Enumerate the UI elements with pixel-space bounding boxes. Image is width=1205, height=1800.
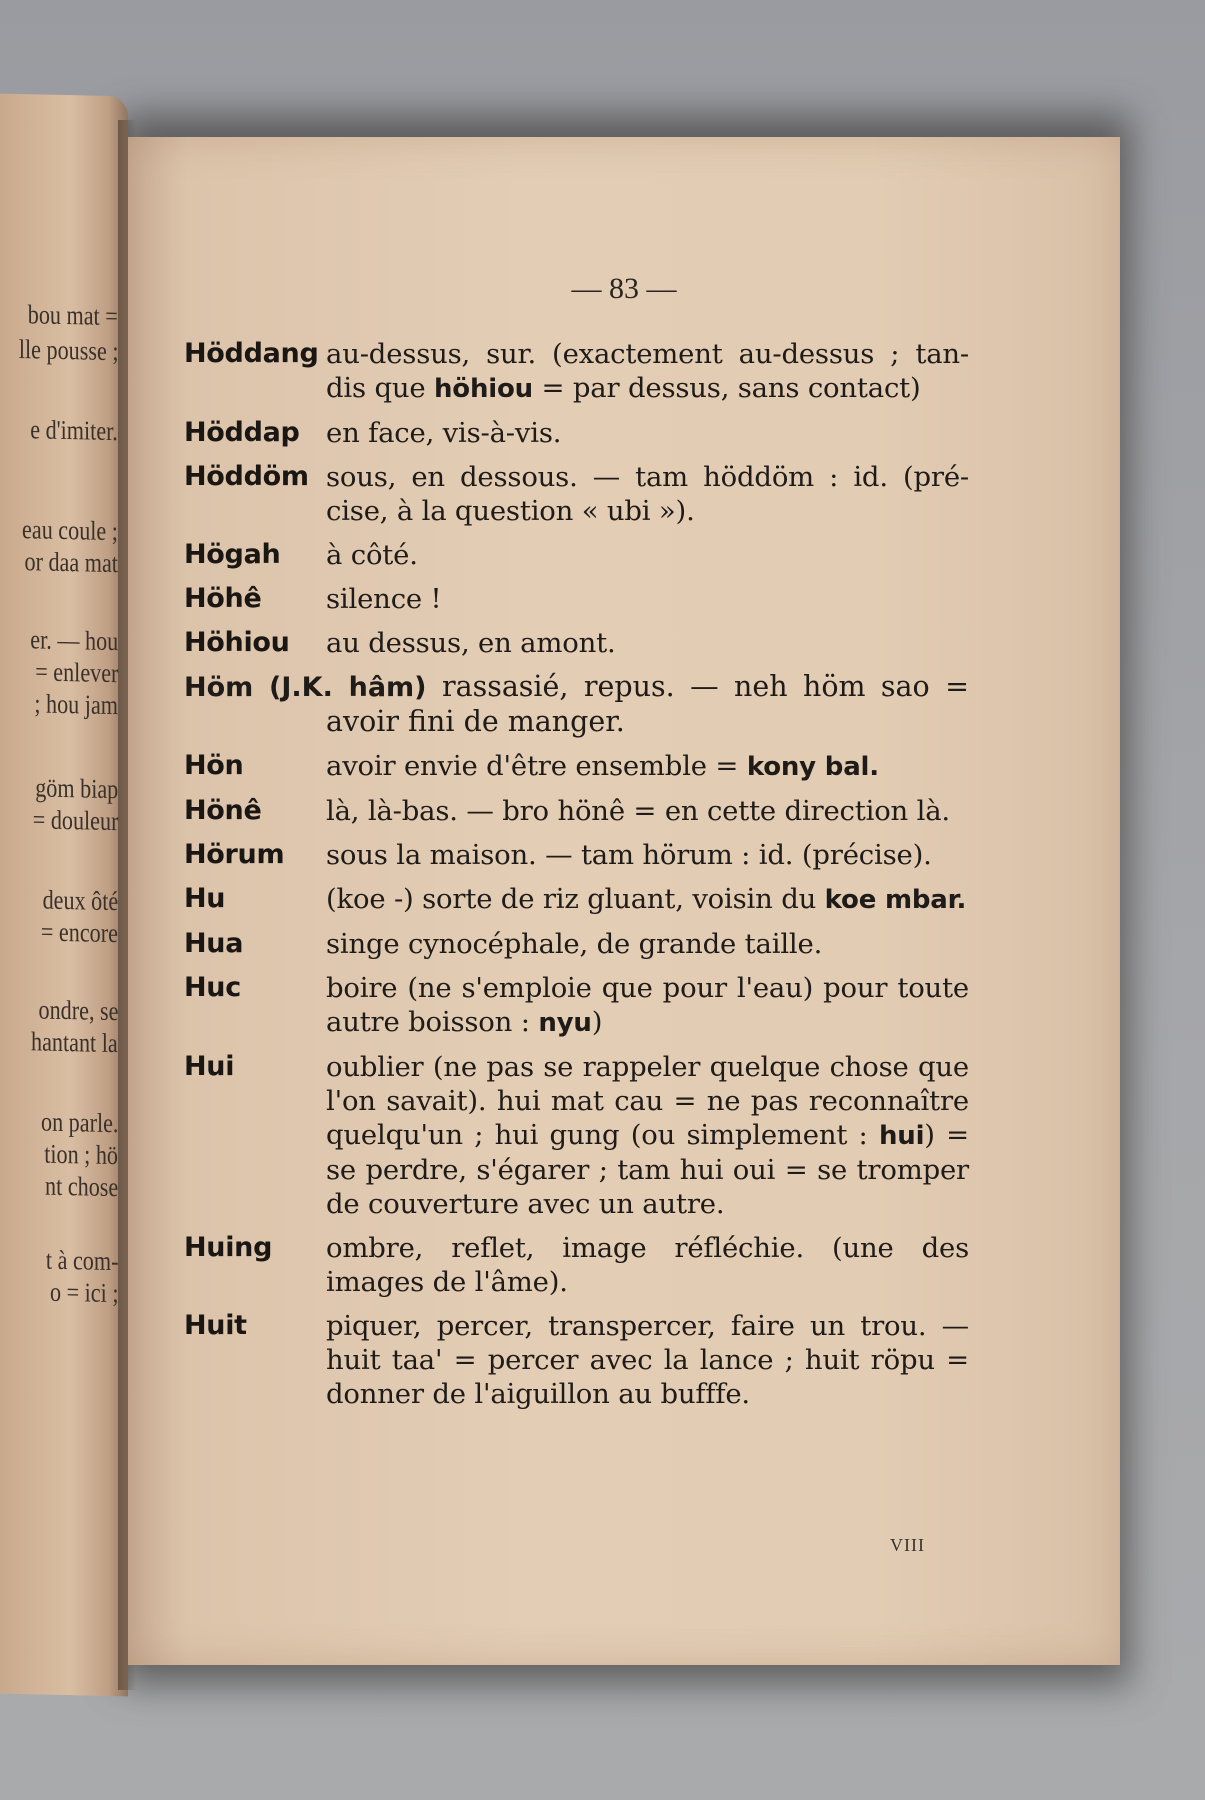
left-page-fragment: ondre, se [38,994,118,1027]
right-page [128,137,1120,1665]
headword: Huit [184,1310,247,1341]
definition-bold-term: kony bal. [746,752,879,782]
headword: Höhê [184,583,262,614]
definition-text: ombre, reflet, image réfléchie. (une des images de l'âme). [326,1232,969,1298]
left-page-fragment: bou mat = [28,299,118,332]
left-page-fragment: deux ôté [42,884,118,917]
definition [326,882,969,917]
left-page-fragment: eau coule ; [22,514,118,547]
definition [326,749,969,784]
left-page-fragment: o = ici ; [49,1276,118,1309]
dictionary-entry [184,416,969,450]
headword: Huc [184,972,241,1003]
left-page [0,94,128,1697]
dictionary-entry [184,749,969,784]
definition [326,337,969,406]
headword: Hu [184,883,226,914]
definition [326,582,969,616]
headword: Höm (J.K. hâm) [184,672,427,703]
dictionary-entry [184,582,969,616]
dictionary-entry [184,538,969,572]
left-page-fragment: ; hou jam [34,688,118,721]
definition-text: au-dessus, sur. (exactement au-dessus ; tan- [326,338,969,370]
left-page-fragment: or daa mat [24,546,118,579]
headword: Höddap [184,417,300,448]
definition-text: au dessus, en amont. [326,627,616,659]
definition [326,927,969,961]
left-page-fragment: tion ; hö [44,1138,118,1171]
dictionary-entries [184,337,969,1421]
left-page-fragment: = enlever [34,656,118,689]
definition-text: = par dessus, sans contact) [532,372,921,404]
left-page-fragment: hantant la [31,1026,118,1059]
headword: Hua [184,928,244,959]
definition-text: rassasié, repus. — neh höm sao = avoir fini de manger. [326,670,969,738]
headword: Huing [184,1232,273,1263]
dictionary-entry [184,337,969,406]
definition-text: sous, en dessous. — tam höddöm : id. (pré-cise, à la question « ubi »). [326,461,969,527]
definition [326,794,969,828]
definition-text: là, là-bas. — bro hönê = en cette direction là. [326,795,950,827]
headword: Hui [184,1051,235,1082]
definition [326,838,969,872]
page-number: — 83 — [571,272,677,305]
definition-text: (koe -) sorte de riz gluant, voisin du [326,883,825,915]
definition-bold-term: hui [878,1121,925,1151]
left-page-fragment: er. — hou [30,624,118,657]
definition-text: à côté. [326,539,418,571]
left-page-fragment: lle pousse ; [18,334,118,367]
definition-text: piquer, percer, transpercer, faire un trou. — huit taa' = percer avec la lance ; huit röpu = donner de l'aiguillon au bufffe. [326,1310,969,1410]
left-page-fragment: göm biap [34,772,118,805]
signature-mark: VIII [890,1535,925,1555]
definition-bold-term: höhiou [433,374,533,404]
left-page-fragment: nt chose [44,1170,118,1203]
dictionary-entry [184,460,969,528]
definition [326,416,969,450]
definition [326,1309,969,1411]
left-page-text [0,94,128,1697]
definition-text: oublier (ne pas se rappeler quelque chose que l'on savait). hui mat cau = ne pas reconnaître quelqu'un ; hui gung (ou simplement : [326,1051,969,1151]
dictionary-entry [184,626,969,660]
definition-text: singe cynocéphale, de grande taille. [326,928,823,960]
headword: Hönê [184,795,262,826]
dictionary-entry [184,927,969,961]
headword: Höhiou [184,627,290,658]
headword: Högah [184,539,281,570]
definition [326,626,969,660]
definition-bold-term: nyu [538,1008,592,1038]
left-page-fragment: e d'imiter. [30,414,118,447]
definition-text: avoir envie d'être ensemble = [326,750,747,782]
left-page-fragment: on parle. [40,1106,118,1139]
definition-text: en face, vis-à-vis. [326,417,562,449]
dictionary-entry [184,670,969,739]
dictionary-entry [184,1050,969,1221]
dictionary-entry [184,882,969,917]
left-page-fragment: t à com- [45,1244,118,1277]
dictionary-entry [184,838,969,872]
headword: Höddang [184,338,319,369]
left-page-fragment: = douleur [32,804,118,837]
dictionary-entry [184,1309,969,1411]
definition-text: dis que [326,372,434,404]
definition [326,460,969,528]
definition-bold-term: koe mbar. [824,885,967,915]
left-page-fragment: = encore [40,916,118,949]
definition-text: boire (ne s'emploie que pour l'eau) pour toute autre boisson : [326,972,969,1038]
definition [326,538,969,572]
definition-text: ) = se perdre, s'égarer ; tam hui oui = se tromper de couverture avec un autre. [326,1119,969,1220]
definition [326,971,969,1040]
dictionary-entry [184,971,969,1040]
headword: Höddöm [184,461,309,492]
dictionary-entry [184,1231,969,1299]
definition [326,1050,969,1221]
headword: Hörum [184,839,285,870]
definition-text: silence ! [326,583,442,615]
definition-text: ) [591,1006,603,1038]
headword: Hön [184,750,244,781]
definition [326,1231,969,1299]
dictionary-entry [184,794,969,828]
definition-text: sous la maison. — tam hörum : id. (précise). [326,839,932,871]
